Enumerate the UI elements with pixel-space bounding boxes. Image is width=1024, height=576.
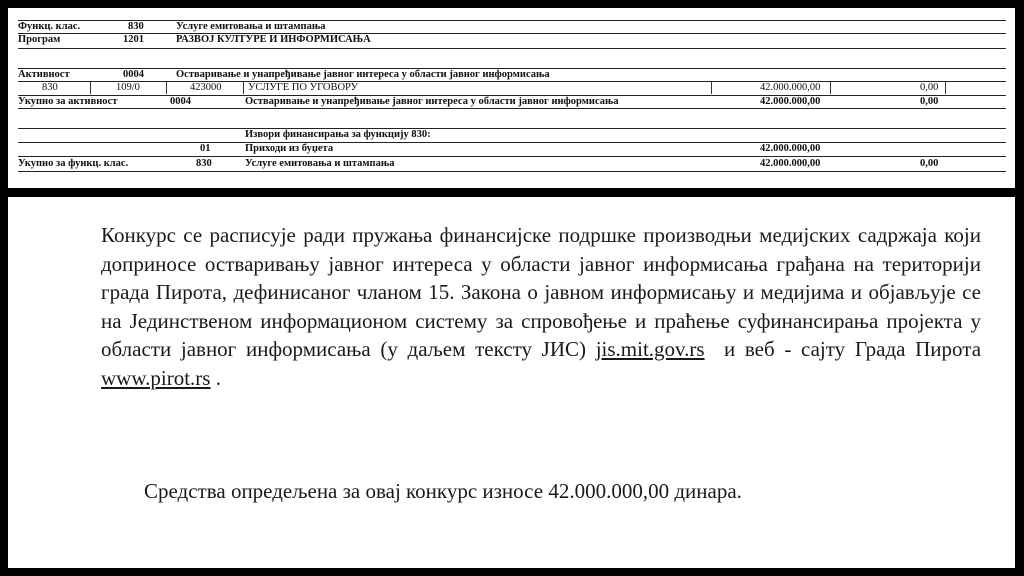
function-label: Функц. клас. xyxy=(18,21,81,32)
cell-divider xyxy=(243,82,244,94)
cell-divider xyxy=(711,82,712,94)
notice-paragraph xyxy=(101,221,981,392)
activity-label: Активност xyxy=(18,69,70,80)
cell-divider xyxy=(830,82,831,94)
cell-divider xyxy=(166,82,167,94)
function-code: 830 xyxy=(128,21,144,32)
sources-header: Извори финансирања за функцију 830: xyxy=(245,129,431,140)
program-code: 1201 xyxy=(123,34,144,45)
item-col3: 423000 xyxy=(190,82,222,93)
cell-divider xyxy=(945,82,946,94)
activity-total-label: Укупно за активност xyxy=(18,96,118,107)
table-rule xyxy=(18,128,1006,129)
pirot-link[interactable]: www.pirot.rs xyxy=(101,365,211,390)
function-total-title: Услуге емитовања и штампања xyxy=(245,158,395,169)
notice-panel xyxy=(8,197,1015,568)
activity-title: Остваривање и унапређивање јавног интереса у области јавног информисања xyxy=(176,69,550,80)
activity-total-title: Остваривање и унапређивање јавног интереса у области јавног информисања xyxy=(245,96,619,107)
table-rule xyxy=(18,33,1006,34)
notice-text-part1: Конкурс се расписује ради пружања финансијске подршке производњи медијских садржаја који доприносе остваривању јавног интереса у области јавног информисања грађана на територији града Пирота, дефинисаног чланом 15. Закона о јавном информисању и медијима и објављује се на Јединственом информационом систему за спровођење и праћење суфинансирања пројекта у области јавног информисања (у даљем тексту ЈИС) xyxy=(101,223,981,361)
item-other: 0,00 xyxy=(920,82,939,93)
budget-table xyxy=(8,8,1015,188)
table-rule xyxy=(18,171,1006,172)
item-amount: 42.000.000,00 xyxy=(760,82,821,93)
table-rule xyxy=(18,142,1006,143)
function-total-label: Укупно за функц. клас. xyxy=(18,158,129,169)
item-col2: 109/0 xyxy=(116,82,140,93)
activity-code: 0004 xyxy=(123,69,144,80)
jis-link[interactable]: jis.mit.gov.rs xyxy=(595,337,705,361)
item-title: УСЛУГЕ ПО УГОВОРУ xyxy=(248,82,359,93)
source-code: 01 xyxy=(200,143,211,154)
cell-divider xyxy=(90,82,91,94)
notice-amount-sentence: Средства опредељена за овај конкурс износе 42.000.000,00 динара. xyxy=(144,479,742,503)
function-total-amount: 42.000.000,00 xyxy=(760,158,821,169)
program-title: РАЗВОЈ КУЛТУРЕ И ИНФОРМИСАЊА xyxy=(176,34,371,45)
item-col1: 830 xyxy=(42,82,58,93)
table-rule xyxy=(18,156,1006,157)
function-title: Услуге емитовања и штампања xyxy=(176,21,326,32)
function-total-code: 830 xyxy=(196,158,212,169)
source-amount: 42.000.000,00 xyxy=(760,143,821,154)
function-total-other: 0,00 xyxy=(920,158,939,169)
table-rule xyxy=(18,108,1006,109)
source-title: Приходи из буџета xyxy=(245,143,334,154)
activity-total-code: 0004 xyxy=(170,96,191,107)
program-label: Програм xyxy=(18,34,61,45)
activity-total-amount: 42.000.000,00 xyxy=(760,96,821,107)
table-rule xyxy=(18,20,1006,21)
notice-text-part2: и веб - сајту Града Пирота xyxy=(723,337,982,361)
activity-total-other: 0,00 xyxy=(920,96,939,107)
notice-text-end: . xyxy=(215,365,221,390)
table-rule xyxy=(18,48,1006,49)
